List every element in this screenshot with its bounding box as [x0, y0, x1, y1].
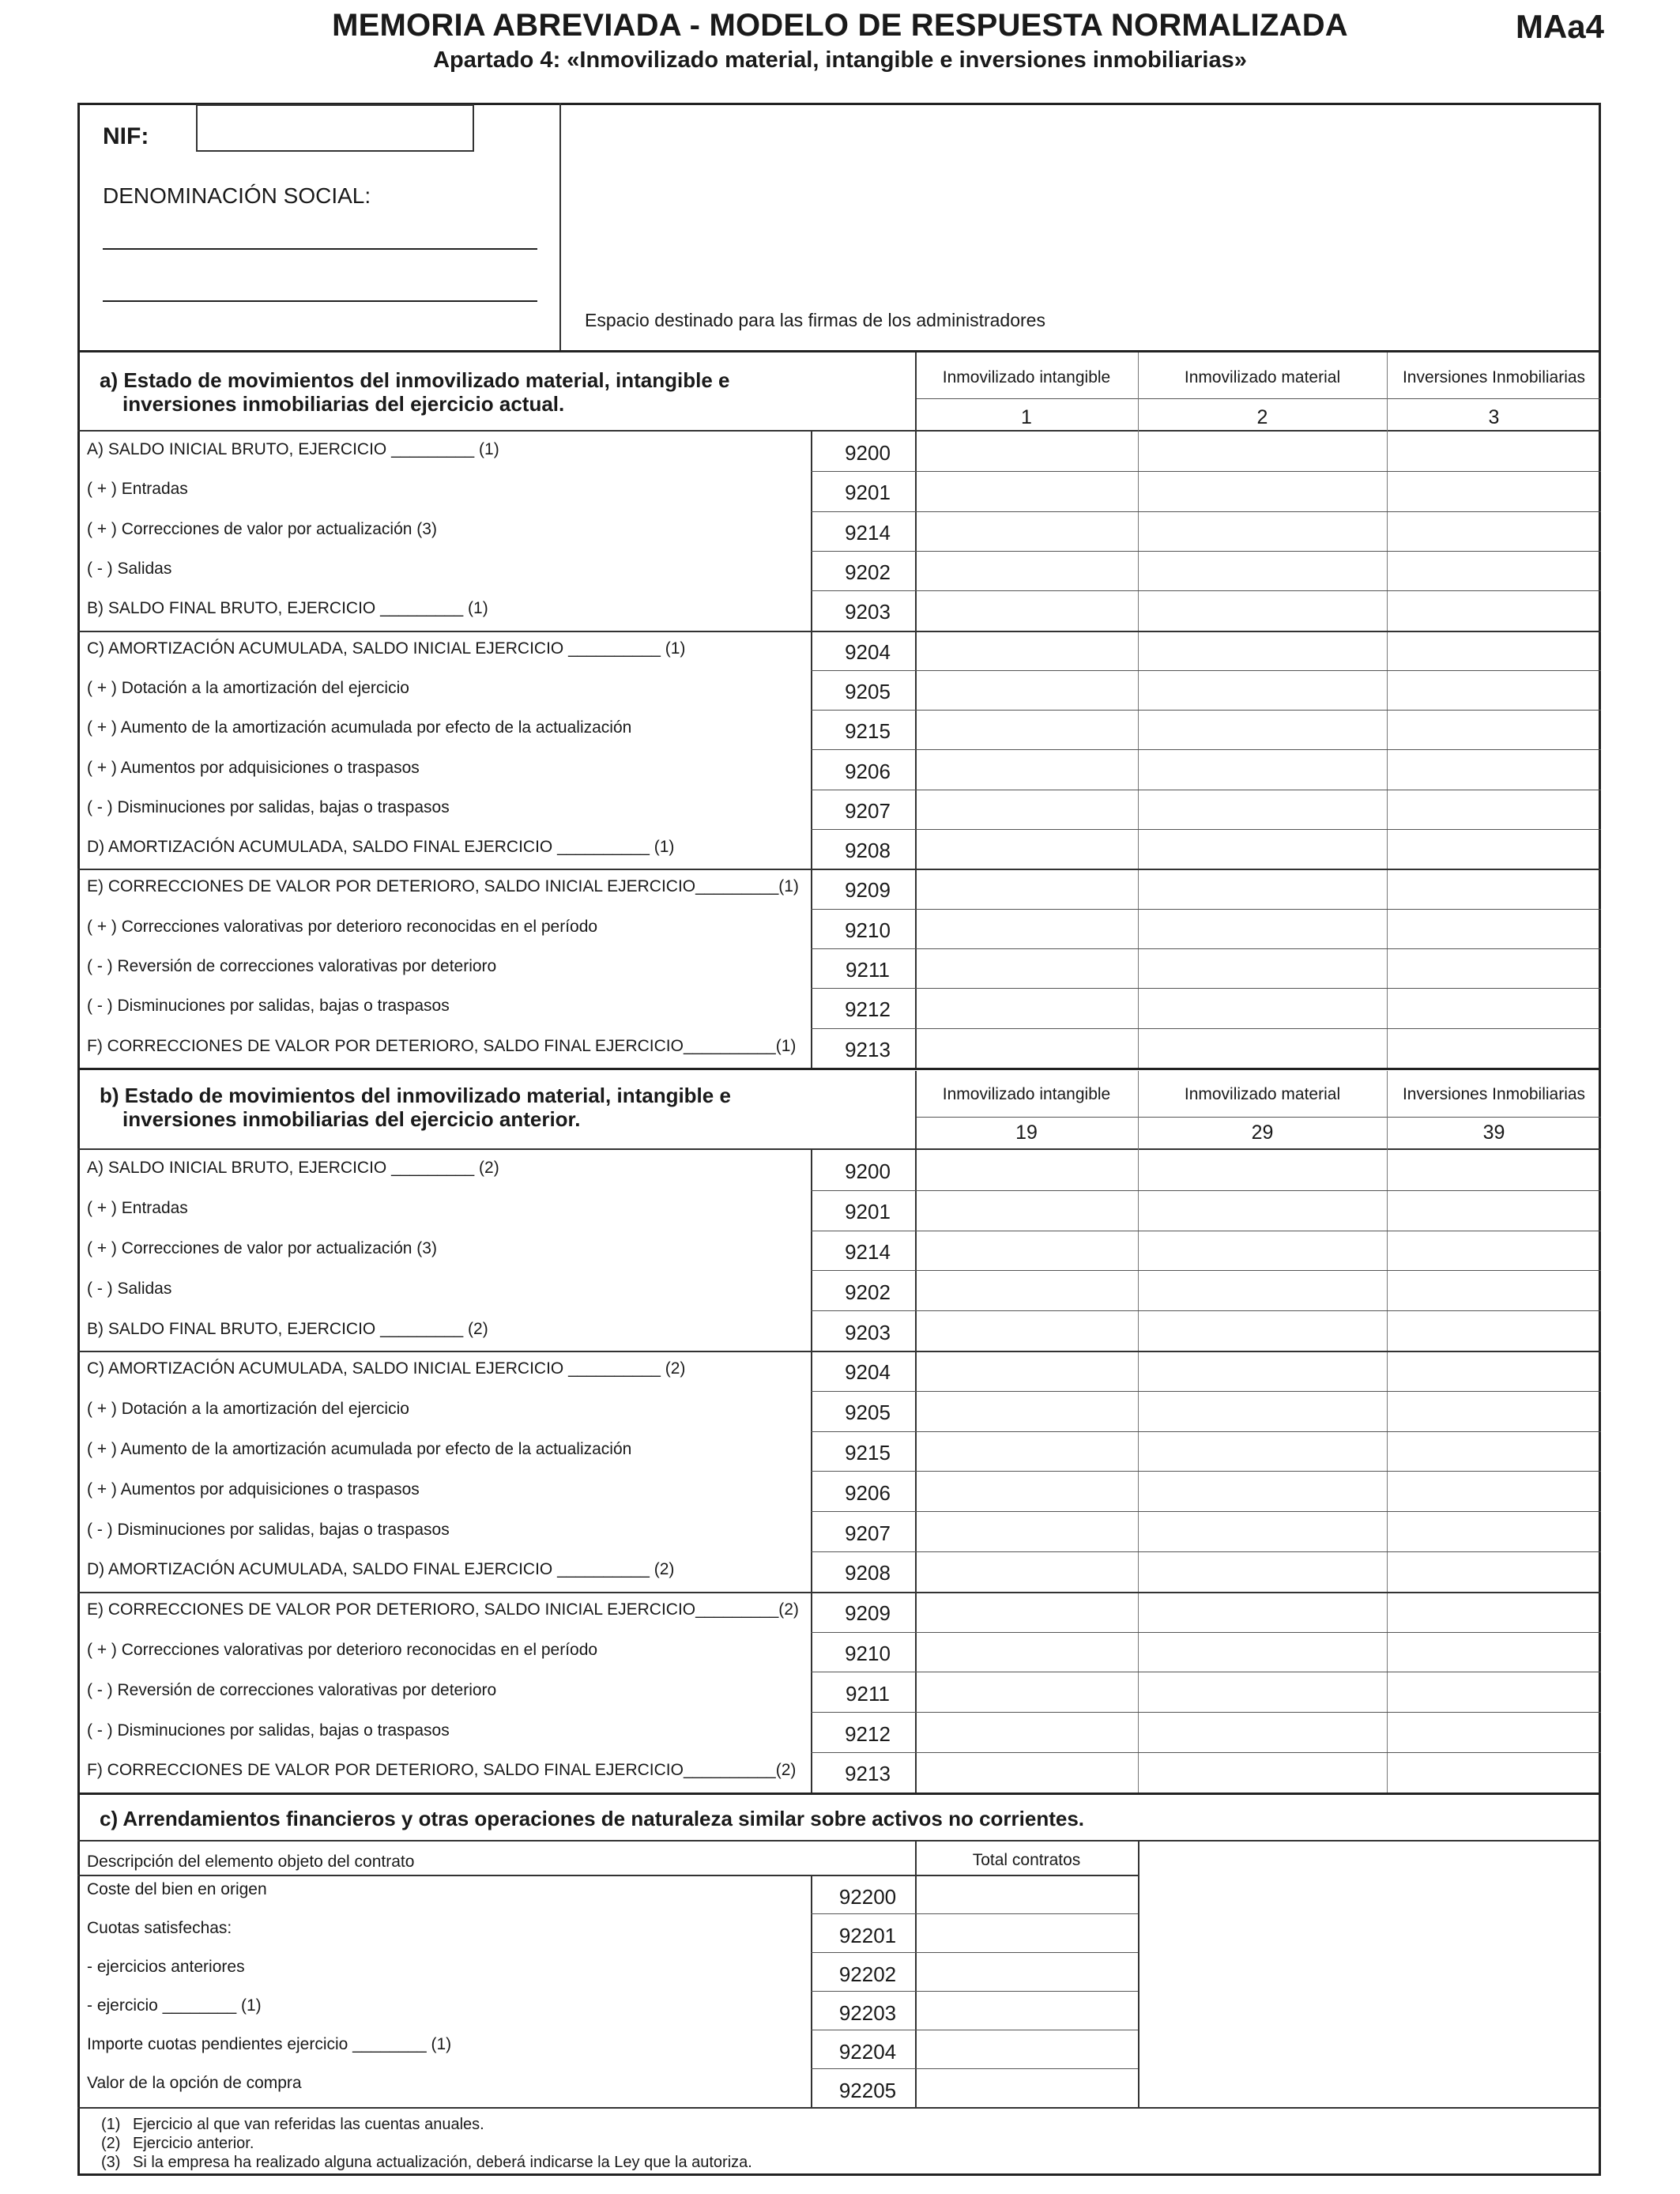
section-b-header-mid-line [915, 1117, 1601, 1118]
section-b-col-3-number: 39 [1482, 1122, 1505, 1144]
row-code: 9203 [845, 1320, 891, 1344]
value-cell-inmovilizado-intangible[interactable] [917, 1634, 1137, 1672]
table-row [77, 1431, 1601, 1472]
section-a-col-2-number: 2 [1256, 406, 1268, 428]
table-row [77, 631, 1601, 670]
row-label: B) SALDO FINAL BRUTO, EJERCICIO _________ (1) [87, 599, 488, 618]
value-cell-inmovilizado-material[interactable] [1139, 513, 1386, 550]
section-a-col-1-number: 1 [1021, 406, 1032, 428]
row-separator [811, 829, 1601, 830]
value-cell-total-contratos[interactable] [917, 1876, 1137, 1913]
row-label: D) AMORTIZACIÓN ACUMULADA, SALDO FINAL EJERCICIO __________ (1) [87, 838, 675, 857]
value-cell-inversiones-inmobiliarias[interactable] [1388, 1513, 1600, 1551]
value-cell-inversiones-inmobiliarias[interactable] [1388, 831, 1600, 868]
row-code: 9214 [845, 520, 891, 545]
row-label: C) AMORTIZACIÓN ACUMULADA, SALDO INICIAL EJERCICIO __________ (2) [87, 1359, 686, 1378]
row-code: 9213 [845, 1037, 891, 1061]
table-row [77, 1351, 1601, 1391]
denominacion-line-1[interactable] [103, 248, 537, 250]
footnote-3-text: Si la empresa ha realizado alguna actualización, deberá indicarse la Ley que la autoriza. [133, 2154, 752, 2171]
value-cell-total-contratos[interactable] [917, 1954, 1137, 1990]
table-row [77, 432, 1601, 471]
row-separator [811, 1712, 1601, 1713]
value-cell-inmovilizado-material[interactable] [1139, 1553, 1386, 1591]
table-row [77, 1150, 1601, 1190]
row-separator [811, 1991, 1138, 1992]
value-cell-inmovilizado-material[interactable] [1139, 1713, 1386, 1751]
value-cell-inmovilizado-intangible[interactable] [917, 1232, 1137, 1270]
row-separator [811, 948, 1601, 949]
row-separator [811, 1752, 1601, 1753]
value-cell-inmovilizado-material[interactable] [1139, 1433, 1386, 1471]
row-code: 92203 [838, 2000, 897, 2025]
table-row [77, 1752, 1601, 1793]
form-subtitle: Apartado 4: «Inmovilizado material, intangible e inversiones inmobiliarias» [433, 47, 1247, 73]
row-code: 92205 [838, 2078, 897, 2102]
value-cell-inversiones-inmobiliarias[interactable] [1388, 950, 1600, 987]
value-cell-inversiones-inmobiliarias[interactable] [1388, 1754, 1600, 1792]
value-cell-inmovilizado-intangible[interactable] [917, 831, 1137, 868]
row-separator [811, 471, 1601, 472]
section-a-title-line1: a) Estado de movimientos del inmovilizado material, intangible e [100, 368, 730, 392]
value-cell-inmovilizado-material[interactable] [1139, 1192, 1386, 1230]
footnote-2-num: (2) [101, 2135, 121, 2152]
row-label: ( + ) Aumentos por adquisiciones o traspasos [87, 1480, 420, 1498]
value-cell-inversiones-inmobiliarias[interactable] [1388, 1232, 1600, 1270]
value-cell-inmovilizado-intangible[interactable] [917, 1553, 1137, 1591]
table-row [77, 1231, 1601, 1271]
value-cell-total-contratos[interactable] [917, 2070, 1137, 2106]
row-code: 9214 [845, 1239, 891, 1264]
value-cell-inmovilizado-intangible[interactable] [917, 1433, 1137, 1471]
row-separator [811, 1913, 1138, 1914]
group-separator [77, 1351, 1601, 1352]
table-row [77, 1952, 1138, 1991]
section-b-title-line1: b) Estado de movimientos del inmovilizado material, intangible e [100, 1084, 731, 1107]
row-separator [811, 1310, 1601, 1311]
value-cell-inmovilizado-material[interactable] [1139, 831, 1386, 868]
table-row [77, 909, 1601, 948]
row-label: ( + ) Correcciones de valor por actualización (3) [87, 519, 437, 538]
value-cell-inversiones-inmobiliarias[interactable] [1388, 1272, 1600, 1310]
row-label: ( + ) Aumento de la amortización acumulada por efecto de la actualización [87, 718, 632, 737]
value-cell-inversiones-inmobiliarias[interactable] [1388, 1472, 1600, 1510]
row-label: Coste del bien en origen [87, 1879, 267, 1898]
table-row [77, 1712, 1601, 1752]
table-row [77, 1270, 1601, 1310]
value-cell-inmovilizado-material[interactable] [1139, 1152, 1386, 1189]
value-cell-inmovilizado-material[interactable] [1139, 1593, 1386, 1631]
row-code: 9208 [845, 1561, 891, 1585]
value-cell-inversiones-inmobiliarias[interactable] [1388, 870, 1600, 907]
value-cell-inmovilizado-material[interactable] [1139, 1513, 1386, 1551]
section-a-title-line2: inversiones inmobiliarias del ejercicio actual. [122, 392, 565, 416]
table-row [77, 1875, 1138, 1913]
footnote-1-num: (1) [101, 2116, 121, 2133]
section-b-rows [77, 1150, 1601, 1793]
value-cell-inmovilizado-intangible[interactable] [917, 1312, 1137, 1350]
row-separator [811, 1431, 1601, 1432]
form-code: MAa4 [1515, 8, 1604, 45]
value-cell-inmovilizado-material[interactable] [1139, 552, 1386, 590]
section-b-title-line2: inversiones inmobiliarias del ejercicio anterior. [122, 1107, 581, 1131]
footnote-2-text: Ejercicio anterior. [133, 2135, 254, 2152]
row-separator [811, 1391, 1601, 1392]
value-cell-inversiones-inmobiliarias[interactable] [1388, 1393, 1600, 1431]
table-row [77, 2068, 1138, 2107]
footnote-3 [101, 2153, 752, 2172]
value-cell-inmovilizado-material[interactable] [1139, 1352, 1386, 1390]
row-code: 9203 [845, 600, 891, 624]
value-cell-inversiones-inmobiliarias[interactable] [1388, 1352, 1600, 1390]
row-separator [811, 590, 1601, 591]
row-label: ( + ) Dotación a la amortización del ejercicio [87, 1400, 409, 1419]
table-row [77, 948, 1601, 988]
row-label: ( + ) Aumento de la amortización acumulada por efecto de la actualización [87, 1439, 632, 1458]
value-cell-inmovilizado-material[interactable] [1139, 1272, 1386, 1310]
footnote-2 [101, 2134, 254, 2153]
value-cell-inmovilizado-intangible[interactable] [917, 672, 1137, 709]
row-label: Importe cuotas pendientes ejercicio ________ (1) [87, 2034, 452, 2053]
footnote-1-text: Ejercicio al que van referidas las cuentas anuales. [133, 2116, 484, 2133]
row-code: 9206 [845, 1480, 891, 1505]
value-cell-inmovilizado-intangible[interactable] [917, 1673, 1137, 1711]
row-label: ( + ) Entradas [87, 1199, 188, 1218]
row-code: 9202 [845, 1280, 891, 1304]
row-separator [811, 710, 1601, 711]
value-cell-inmovilizado-intangible[interactable] [917, 751, 1137, 788]
row-separator [811, 1511, 1601, 1512]
value-cell-inversiones-inmobiliarias[interactable] [1388, 751, 1600, 788]
table-row [77, 670, 1601, 710]
row-code: 9210 [845, 918, 891, 942]
value-cell-inmovilizado-material[interactable] [1139, 990, 1386, 1027]
row-separator [811, 1471, 1601, 1472]
value-cell-inmovilizado-intangible[interactable] [917, 1352, 1137, 1390]
section-a-col-1-header: Inmovilizado intangible [942, 368, 1111, 386]
table-row [77, 590, 1601, 630]
value-cell-inmovilizado-intangible[interactable] [917, 1393, 1137, 1431]
row-label: E) CORRECCIONES DE VALOR POR DETERIORO, SALDO INICIAL EJERCICIO_________(2) [87, 1600, 799, 1619]
row-code: 9209 [845, 878, 891, 903]
row-code: 9215 [845, 719, 891, 744]
value-cell-inmovilizado-material[interactable] [1139, 672, 1386, 709]
table-row [77, 1913, 1138, 1952]
row-label: Valor de la opción de compra [87, 2073, 302, 2092]
row-code: 9201 [845, 1200, 891, 1224]
row-label: ( - ) Disminuciones por salidas, bajas o traspasos [87, 797, 450, 816]
form-title: MEMORIA ABREVIADA - MODELO DE RESPUESTA NORMALIZADA [332, 8, 1348, 43]
row-label: ( - ) Reversión de correcciones valorativas por deterioro [87, 957, 497, 976]
row-code: 9207 [845, 798, 891, 823]
value-cell-inmovilizado-intangible[interactable] [917, 1272, 1137, 1310]
table-row [77, 1190, 1601, 1231]
value-cell-inmovilizado-intangible[interactable] [917, 473, 1137, 510]
row-code: 9202 [845, 560, 891, 585]
value-cell-inmovilizado-material[interactable] [1139, 791, 1386, 828]
value-cell-inmovilizado-material[interactable] [1139, 870, 1386, 907]
table-row [77, 511, 1601, 551]
row-separator [811, 1632, 1601, 1633]
value-cell-inversiones-inmobiliarias[interactable] [1388, 910, 1600, 948]
row-code: 92202 [838, 1962, 897, 1986]
value-cell-inmovilizado-intangible[interactable] [917, 1472, 1137, 1510]
value-cell-inversiones-inmobiliarias[interactable] [1388, 1312, 1600, 1350]
row-separator [811, 511, 1601, 512]
section-c-total-header: Total contratos [972, 1851, 1081, 1869]
row-code: 9210 [845, 1641, 891, 1665]
row-separator [811, 1952, 1138, 1953]
value-cell-inversiones-inmobiliarias[interactable] [1388, 1192, 1600, 1230]
value-cell-inmovilizado-intangible[interactable] [917, 1030, 1137, 1067]
row-label: ( - ) Reversión de correcciones valorativas por deterioro [87, 1680, 497, 1699]
section-b-col-1-number: 19 [1015, 1122, 1038, 1144]
group-separator [77, 631, 1601, 632]
value-cell-inmovilizado-material[interactable] [1139, 1472, 1386, 1510]
value-cell-inmovilizado-material[interactable] [1139, 473, 1386, 510]
table-row [77, 869, 1601, 908]
value-cell-inmovilizado-material[interactable] [1139, 1634, 1386, 1672]
row-code: 9211 [846, 1681, 890, 1706]
section-a [77, 352, 1601, 1068]
value-cell-inmovilizado-intangible[interactable] [917, 632, 1137, 669]
value-cell-inmovilizado-material[interactable] [1139, 592, 1386, 629]
row-separator [811, 1190, 1601, 1191]
value-cell-inversiones-inmobiliarias[interactable] [1388, 990, 1600, 1027]
section-b-col-1-header: Inmovilizado intangible [942, 1085, 1111, 1103]
table-row [77, 1028, 1601, 1068]
row-separator [811, 1028, 1601, 1029]
row-label: ( - ) Disminuciones por salidas, bajas o traspasos [87, 1520, 450, 1539]
value-cell-inversiones-inmobiliarias[interactable] [1388, 672, 1600, 709]
value-cell-inversiones-inmobiliarias[interactable] [1388, 513, 1600, 550]
row-code: 92204 [838, 2039, 897, 2064]
row-separator [811, 1270, 1601, 1271]
row-label: A) SALDO INICIAL BRUTO, EJERCICIO _________ (1) [87, 440, 499, 459]
row-label: ( - ) Disminuciones por salidas, bajas o traspasos [87, 1721, 450, 1740]
section-b-col-2-number: 29 [1251, 1122, 1274, 1144]
table-row [77, 551, 1601, 590]
row-code: 9206 [845, 759, 891, 783]
value-cell-inversiones-inmobiliarias[interactable] [1388, 592, 1600, 629]
row-label: ( - ) Salidas [87, 1279, 172, 1298]
row-code: 92201 [838, 1923, 897, 1947]
value-cell-inmovilizado-intangible[interactable] [917, 1192, 1137, 1230]
value-cell-inmovilizado-intangible[interactable] [917, 1713, 1137, 1751]
row-code: 92200 [838, 1884, 897, 1909]
value-cell-inversiones-inmobiliarias[interactable] [1388, 1433, 1600, 1471]
row-separator [811, 1551, 1601, 1552]
value-cell-inmovilizado-material[interactable] [1139, 433, 1386, 470]
row-label: - ejercicios anteriores [87, 1957, 245, 1976]
table-row [77, 988, 1601, 1027]
row-label: ( + ) Entradas [87, 480, 188, 499]
value-cell-inmovilizado-intangible[interactable] [917, 711, 1137, 748]
row-code: 9201 [845, 481, 891, 505]
value-cell-total-contratos[interactable] [917, 2031, 1137, 2068]
value-cell-inmovilizado-material[interactable] [1139, 632, 1386, 669]
row-label: E) CORRECCIONES DE VALOR POR DETERIORO, SALDO INICIAL EJERCICIO_________(1) [87, 877, 799, 896]
section-c-title: c) Arrendamientos financieros y otras operaciones de naturaleza similar sobre activos no corrientes. [100, 1807, 1085, 1830]
group-separator [77, 869, 1601, 870]
value-cell-inmovilizado-intangible[interactable] [917, 1754, 1137, 1792]
row-code: 9212 [845, 1721, 891, 1746]
value-cell-inmovilizado-intangible[interactable] [917, 870, 1137, 907]
table-row [77, 2030, 1138, 2068]
row-code: 9204 [845, 639, 891, 664]
value-cell-inmovilizado-material[interactable] [1139, 1232, 1386, 1270]
value-cell-inversiones-inmobiliarias[interactable] [1388, 1030, 1600, 1067]
row-label: F) CORRECCIONES DE VALOR POR DETERIORO, SALDO FINAL EJERCICIO__________(1) [87, 1036, 797, 1055]
value-cell-inmovilizado-material[interactable] [1139, 1030, 1386, 1067]
nif-label: NIF: [103, 123, 149, 149]
row-code: 9208 [845, 839, 891, 863]
value-cell-inversiones-inmobiliarias[interactable] [1388, 1152, 1600, 1189]
section-a-bottom-line [77, 1068, 1601, 1070]
value-cell-inversiones-inmobiliarias[interactable] [1388, 1634, 1600, 1672]
value-cell-inmovilizado-intangible[interactable] [917, 552, 1137, 590]
value-cell-inmovilizado-material[interactable] [1139, 1393, 1386, 1431]
value-cell-inmovilizado-intangible[interactable] [917, 1513, 1137, 1551]
row-label: ( + ) Correcciones valorativas por deterioro reconocidas en el período [87, 917, 598, 936]
value-cell-inmovilizado-intangible[interactable] [917, 513, 1137, 550]
value-cell-inmovilizado-material[interactable] [1139, 751, 1386, 788]
section-b-col-3-header: Inversiones Inmobiliarias [1402, 1085, 1586, 1103]
table-row [77, 790, 1601, 829]
value-cell-inmovilizado-intangible[interactable] [917, 1152, 1137, 1189]
row-label: D) AMORTIZACIÓN ACUMULADA, SALDO FINAL EJERCICIO __________ (2) [87, 1560, 675, 1579]
table-row [77, 1592, 1601, 1632]
row-label: ( + ) Aumentos por adquisiciones o traspasos [87, 758, 420, 777]
section-b [77, 1071, 1601, 1793]
value-cell-inmovilizado-material[interactable] [1139, 711, 1386, 748]
row-label: - ejercicio ________ (1) [87, 1996, 262, 2015]
section-a-col-3-number: 3 [1488, 406, 1500, 428]
value-cell-inmovilizado-material[interactable] [1139, 1754, 1386, 1792]
value-cell-inversiones-inmobiliarias[interactable] [1388, 791, 1600, 828]
value-cell-inmovilizado-intangible[interactable] [917, 592, 1137, 629]
row-label: C) AMORTIZACIÓN ACUMULADA, SALDO INICIAL EJERCICIO __________ (1) [87, 639, 686, 658]
row-separator [811, 988, 1601, 989]
row-label: B) SALDO FINAL BRUTO, EJERCICIO _________ (2) [87, 1319, 488, 1338]
row-label: ( + ) Correcciones de valor por actualización (3) [87, 1238, 437, 1257]
value-cell-inmovilizado-intangible[interactable] [917, 990, 1137, 1027]
row-code: 9215 [845, 1440, 891, 1465]
value-cell-inversiones-inmobiliarias[interactable] [1388, 1673, 1600, 1711]
row-label: Cuotas satisfechas: [87, 1918, 232, 1937]
row-separator [811, 551, 1601, 552]
value-cell-inmovilizado-material[interactable] [1139, 1673, 1386, 1711]
row-code: 9213 [845, 1762, 891, 1786]
value-cell-inversiones-inmobiliarias[interactable] [1388, 433, 1600, 470]
group-separator [77, 1592, 1601, 1593]
section-c-desc-header: Descripción del elemento objeto del contrato [87, 1853, 415, 1871]
row-separator [811, 909, 1601, 910]
row-label: ( - ) Disminuciones por salidas, bajas o traspasos [87, 997, 450, 1016]
nif-field[interactable] [196, 104, 474, 152]
denominacion-line-2[interactable] [103, 300, 537, 302]
table-row [77, 829, 1601, 869]
value-cell-inmovilizado-intangible[interactable] [917, 910, 1137, 948]
table-row [77, 471, 1601, 511]
value-cell-total-contratos[interactable] [917, 1992, 1137, 2029]
row-code: 9200 [845, 441, 891, 466]
row-label: A) SALDO INICIAL BRUTO, EJERCICIO _________ (2) [87, 1159, 499, 1178]
section-a-rows [77, 432, 1601, 1068]
value-cell-inmovilizado-material[interactable] [1139, 950, 1386, 987]
section-c-title-bottom-line [77, 1840, 1601, 1842]
firmas-label: Espacio destinado para las firmas de los administradores [585, 310, 1045, 330]
footnote-3-num: (3) [101, 2154, 121, 2171]
row-code: 9205 [845, 1400, 891, 1425]
row-code: 9200 [845, 1159, 891, 1184]
value-cell-total-contratos[interactable] [917, 1915, 1137, 1951]
value-cell-inversiones-inmobiliarias[interactable] [1388, 1593, 1600, 1631]
footnote-1 [101, 2115, 484, 2134]
section-c [77, 1793, 1601, 2109]
value-cell-inversiones-inmobiliarias[interactable] [1388, 473, 1600, 510]
table-row [77, 1511, 1601, 1551]
row-label: ( + ) Dotación a la amortización del ejercicio [87, 678, 409, 697]
table-row [77, 1551, 1601, 1592]
section-a-header-mid-line [915, 398, 1601, 399]
section-a-col-2-header: Inmovilizado material [1184, 368, 1341, 386]
table-row [77, 749, 1601, 789]
row-label: F) CORRECCIONES DE VALOR POR DETERIORO, SALDO FINAL EJERCICIO__________(2) [87, 1761, 797, 1780]
value-cell-inmovilizado-intangible[interactable] [917, 791, 1137, 828]
table-row [77, 1672, 1601, 1712]
row-code: 9207 [845, 1521, 891, 1545]
value-cell-inversiones-inmobiliarias[interactable] [1388, 711, 1600, 748]
value-cell-inmovilizado-intangible[interactable] [917, 950, 1137, 987]
section-a-col-3-header: Inversiones Inmobiliarias [1402, 368, 1586, 386]
section-b-col-2-header: Inmovilizado material [1184, 1085, 1341, 1103]
row-code: 9211 [846, 958, 890, 982]
footnotes [77, 2109, 1601, 2172]
row-code: 9209 [845, 1601, 891, 1626]
table-row [77, 1991, 1138, 2030]
row-code: 9204 [845, 1360, 891, 1385]
value-cell-inversiones-inmobiliarias[interactable] [1388, 552, 1600, 590]
table-row [77, 1391, 1601, 1431]
value-cell-inversiones-inmobiliarias[interactable] [1388, 1553, 1600, 1591]
row-label: ( + ) Correcciones valorativas por deterioro reconocidas en el período [87, 1640, 598, 1659]
value-cell-inversiones-inmobiliarias[interactable] [1388, 1713, 1600, 1751]
value-cell-inmovilizado-intangible[interactable] [917, 433, 1137, 470]
section-c-vline-right [1138, 1840, 1139, 2107]
value-cell-inmovilizado-material[interactable] [1139, 910, 1386, 948]
section-c-rows [77, 1875, 1601, 2109]
row-code: 9212 [845, 997, 891, 1022]
identification-block [77, 103, 1601, 352]
table-row [77, 1310, 1601, 1351]
row-code: 9205 [845, 679, 891, 703]
table-row [77, 1632, 1601, 1672]
row-separator [811, 749, 1601, 750]
row-separator [811, 670, 1601, 671]
value-cell-inmovilizado-intangible[interactable] [917, 1593, 1137, 1631]
value-cell-inversiones-inmobiliarias[interactable] [1388, 632, 1600, 669]
table-row [77, 1471, 1601, 1511]
row-label: ( - ) Salidas [87, 560, 172, 579]
value-cell-inmovilizado-material[interactable] [1139, 1312, 1386, 1350]
denominacion-label: DENOMINACIÓN SOCIAL: [103, 183, 371, 208]
row-separator [811, 2068, 1138, 2069]
table-row [77, 710, 1601, 749]
